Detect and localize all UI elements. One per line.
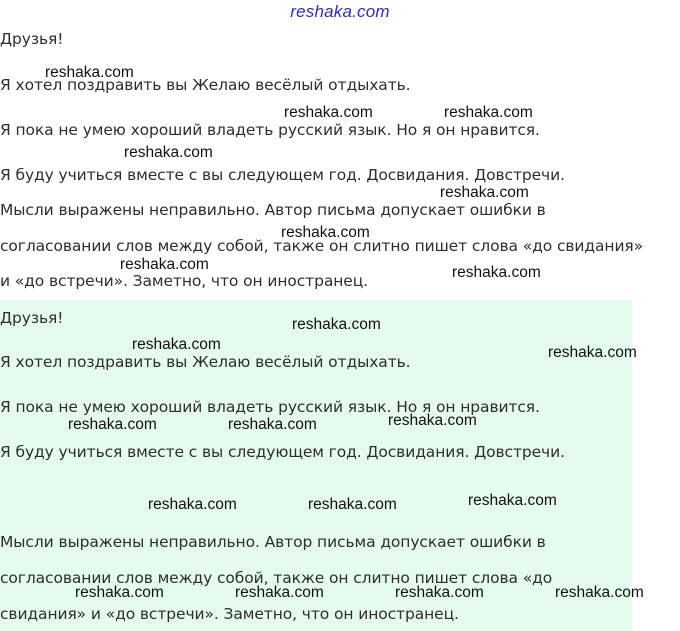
watermark: reshaka.com [281, 224, 370, 241]
watermark: reshaka.com [68, 416, 157, 433]
watermark: reshaka.com [548, 344, 637, 361]
answer-line: Я хотел поздравить вы Желаю весёлый отдыхать. [0, 353, 411, 371]
question-line: Друзья! [0, 30, 64, 48]
question-line: Я хотел поздравить вы Желаю весёлый отдыхать. [0, 76, 411, 94]
answer-line: свидания» и «до встречи». Заметно, что он иностранец. [0, 605, 459, 623]
watermark: reshaka.com [284, 104, 373, 121]
watermark: reshaka.com [444, 104, 533, 121]
answer-line: Друзья! [0, 309, 64, 327]
watermark: reshaka.com [132, 336, 221, 353]
watermark: reshaka.com [440, 184, 529, 201]
question-line: и «до встречи». Заметно, что он иностранец. [0, 272, 368, 290]
watermark: reshaka.com [555, 584, 644, 601]
watermark: reshaka.com [120, 256, 209, 273]
answer-line: Я пока не умею хороший владеть русский язык. Но я он нравится. [0, 398, 540, 416]
question-line: Я пока не умею хороший владеть русский язык. Но я он нравится. [0, 121, 540, 139]
watermark: reshaka.com [452, 264, 541, 281]
site-link[interactable]: reshaka.com [290, 2, 390, 21]
watermark: reshaka.com [124, 144, 213, 161]
watermark: reshaka.com [75, 584, 164, 601]
watermark: reshaka.com [292, 316, 381, 333]
answer-line: Мысли выражены неправильно. Автор письма допускает ошибки в [0, 533, 546, 551]
watermark: reshaka.com [45, 64, 134, 81]
question-line: Я буду учиться вместе с вы следующем год. Досвидания. Довстречи. [0, 166, 565, 184]
question-line: Мысли выражены неправильно. Автор письма допускает ошибки в [0, 201, 546, 219]
answer-line: согласовании слов между собой, также он слитно пишет слова «до [0, 569, 553, 587]
watermark: reshaka.com [308, 496, 397, 513]
answer-line: Я буду учиться вместе с вы следующем год. Досвидания. Довстречи. [0, 443, 565, 461]
watermark: reshaka.com [395, 584, 484, 601]
watermark: reshaka.com [388, 412, 477, 429]
watermark: reshaka.com [148, 496, 237, 513]
question-line: согласовании слов между собой, также он слитно пишет слова «до свидания» [0, 237, 644, 255]
watermark: reshaka.com [468, 492, 557, 509]
watermark: reshaka.com [235, 584, 324, 601]
watermark: reshaka.com [228, 416, 317, 433]
